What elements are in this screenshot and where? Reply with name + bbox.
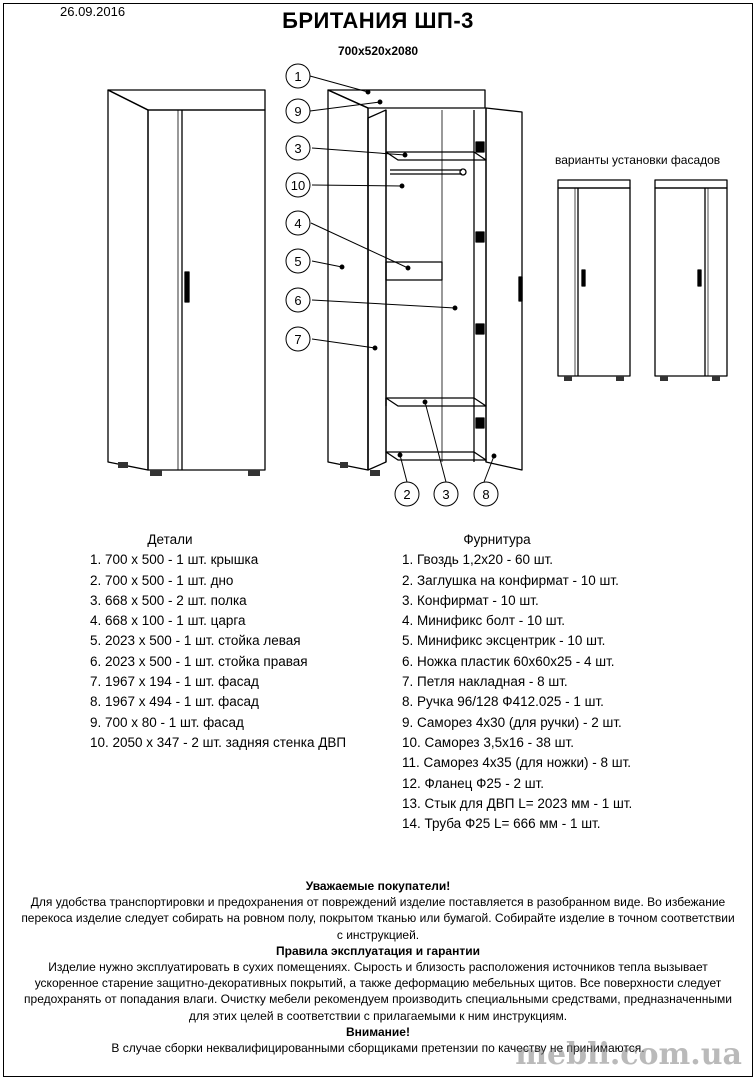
hardware-item: 6. Ножка пластик 60х60х25 - 4 шт. (402, 653, 615, 669)
callout-3-bottom: 3 (442, 487, 450, 502)
details-item: 8. 1967 х 494 - 1 шт. фасад (90, 694, 259, 710)
hardware-item: 7. Петля накладная - 8 шт. (402, 674, 568, 690)
customer-notice (20, 878, 736, 1056)
details-item: 4. 668 х 100 - 1 шт. царга (90, 613, 246, 629)
callout-numbers (291, 69, 490, 502)
notice-heading-attention: Внимание! (346, 1024, 410, 1039)
details-heading: Детали (147, 532, 193, 547)
notice-heading-customers: Уважаемые покупатели! (305, 879, 451, 893)
hardware-heading: Фурнитура (463, 532, 531, 547)
details-item: 6. 2023 х 500 - 1 шт. стойка правая (90, 653, 308, 669)
hardware-item: 8. Ручка 96/128 Ф412.025 - 1 шт. (402, 694, 604, 710)
hardware-item: 1. Гвоздь 1,2х20 - 60 шт. (402, 552, 554, 568)
callout-6: 6 (294, 293, 302, 308)
document-date: 26.09.2016 (60, 4, 126, 19)
callout-circles (286, 64, 498, 506)
callout-3: 3 (294, 141, 302, 156)
notice-paragraph-transport: Для удобства транспортировки и предохранения от повреждений изделие поставляется в разобранном виде. Во избежание перекоса изделие следует собирать на ровном полу, покрытом тканью или бумагой. Собирайте изделие в точном соответствии с инструкцией. (21, 895, 735, 942)
open-wardrobe-illustration (328, 90, 522, 476)
details-item: 10. 2050 х 347 - 2 шт. задняя стенка ДВП (90, 734, 347, 750)
hardware-item: 3. Конфирмат - 10 шт. (402, 592, 539, 608)
hardware-item: 5. Минификс эксцентрик - 10 шт. (402, 633, 606, 649)
product-dimensions: 700х520х2080 (337, 44, 419, 58)
details-item: 1. 700 х 500 - 1 шт. крышка (90, 552, 259, 568)
callout-4: 4 (294, 216, 302, 231)
callout-1: 1 (294, 69, 302, 84)
notice-paragraph-usage: Изделие нужно эксплуатировать в сухих помещениях. Сырость и близость расположения источников тепла вызывает ускоренное старение защитно-декоративных покрытий, а также деформацию мебельных щитов. Все поверхности следует предохранять от попадания влаги. Очистку мебели рекомендуем производить специальными средствами, предназначенными для этих целей в соответствии с прилагаемыми к ним инструкциям. (24, 960, 732, 1023)
product-title: БРИТАНИЯ ШП-3 (282, 8, 474, 33)
details-item: 7. 1967 х 194 - 1 шт. фасад (90, 674, 259, 690)
hardware-item: 2. Заглушка на конфирмат - 10 шт. (402, 572, 619, 588)
callout-5: 5 (294, 254, 302, 269)
hardware-list (402, 530, 742, 834)
assembly-drawing (0, 0, 756, 520)
hardware-item: 9. Саморез 4х30 (для ручки) - 2 шт. (402, 714, 622, 730)
hardware-item: 13. Стык для ДВП L= 2023 мм - 1 шт. (402, 795, 633, 811)
closed-wardrobe-illustration (108, 90, 265, 476)
details-item: 3. 668 х 500 - 2 шт. полка (90, 592, 247, 608)
details-item: 9. 700 х 80 - 1 шт. фасад (90, 714, 244, 730)
callout-2: 2 (403, 487, 411, 502)
hardware-item: 10. Саморез 3,5х16 - 38 шт. (402, 734, 574, 750)
hardware-item: 12. Фланец Ф25 - 2 шт. (402, 775, 544, 791)
notice-paragraph-warning: В случае сборки неквалифицированными сборщиками претензии по качеству не принимаются. (111, 1041, 645, 1056)
facade-variant-left (558, 180, 630, 381)
hardware-item: 14. Труба Ф25 L= 666 мм - 1 шт. (402, 816, 601, 832)
facade-variant-right (655, 180, 727, 381)
callout-10: 10 (290, 178, 306, 193)
callout-8: 8 (482, 487, 490, 502)
details-list (90, 530, 390, 753)
callout-7: 7 (294, 332, 302, 347)
notice-heading-rules: Правила эксплуатация и гарантии (276, 943, 480, 958)
facade-variants-label: варианты установки фасадов (555, 153, 721, 167)
hardware-item: 4. Минификс болт - 10 шт. (402, 613, 566, 629)
callout-leaders (310, 76, 494, 482)
callout-9: 9 (294, 104, 302, 119)
hardware-item: 11. Саморез 4х35 (для ножки) - 8 шт. (402, 755, 632, 771)
details-item: 2. 700 х 500 - 1 шт. дно (90, 572, 234, 588)
details-item: 5. 2023 х 500 - 1 шт. стойка левая (90, 633, 301, 649)
site-watermark: mebli.com.ua (515, 1037, 742, 1072)
